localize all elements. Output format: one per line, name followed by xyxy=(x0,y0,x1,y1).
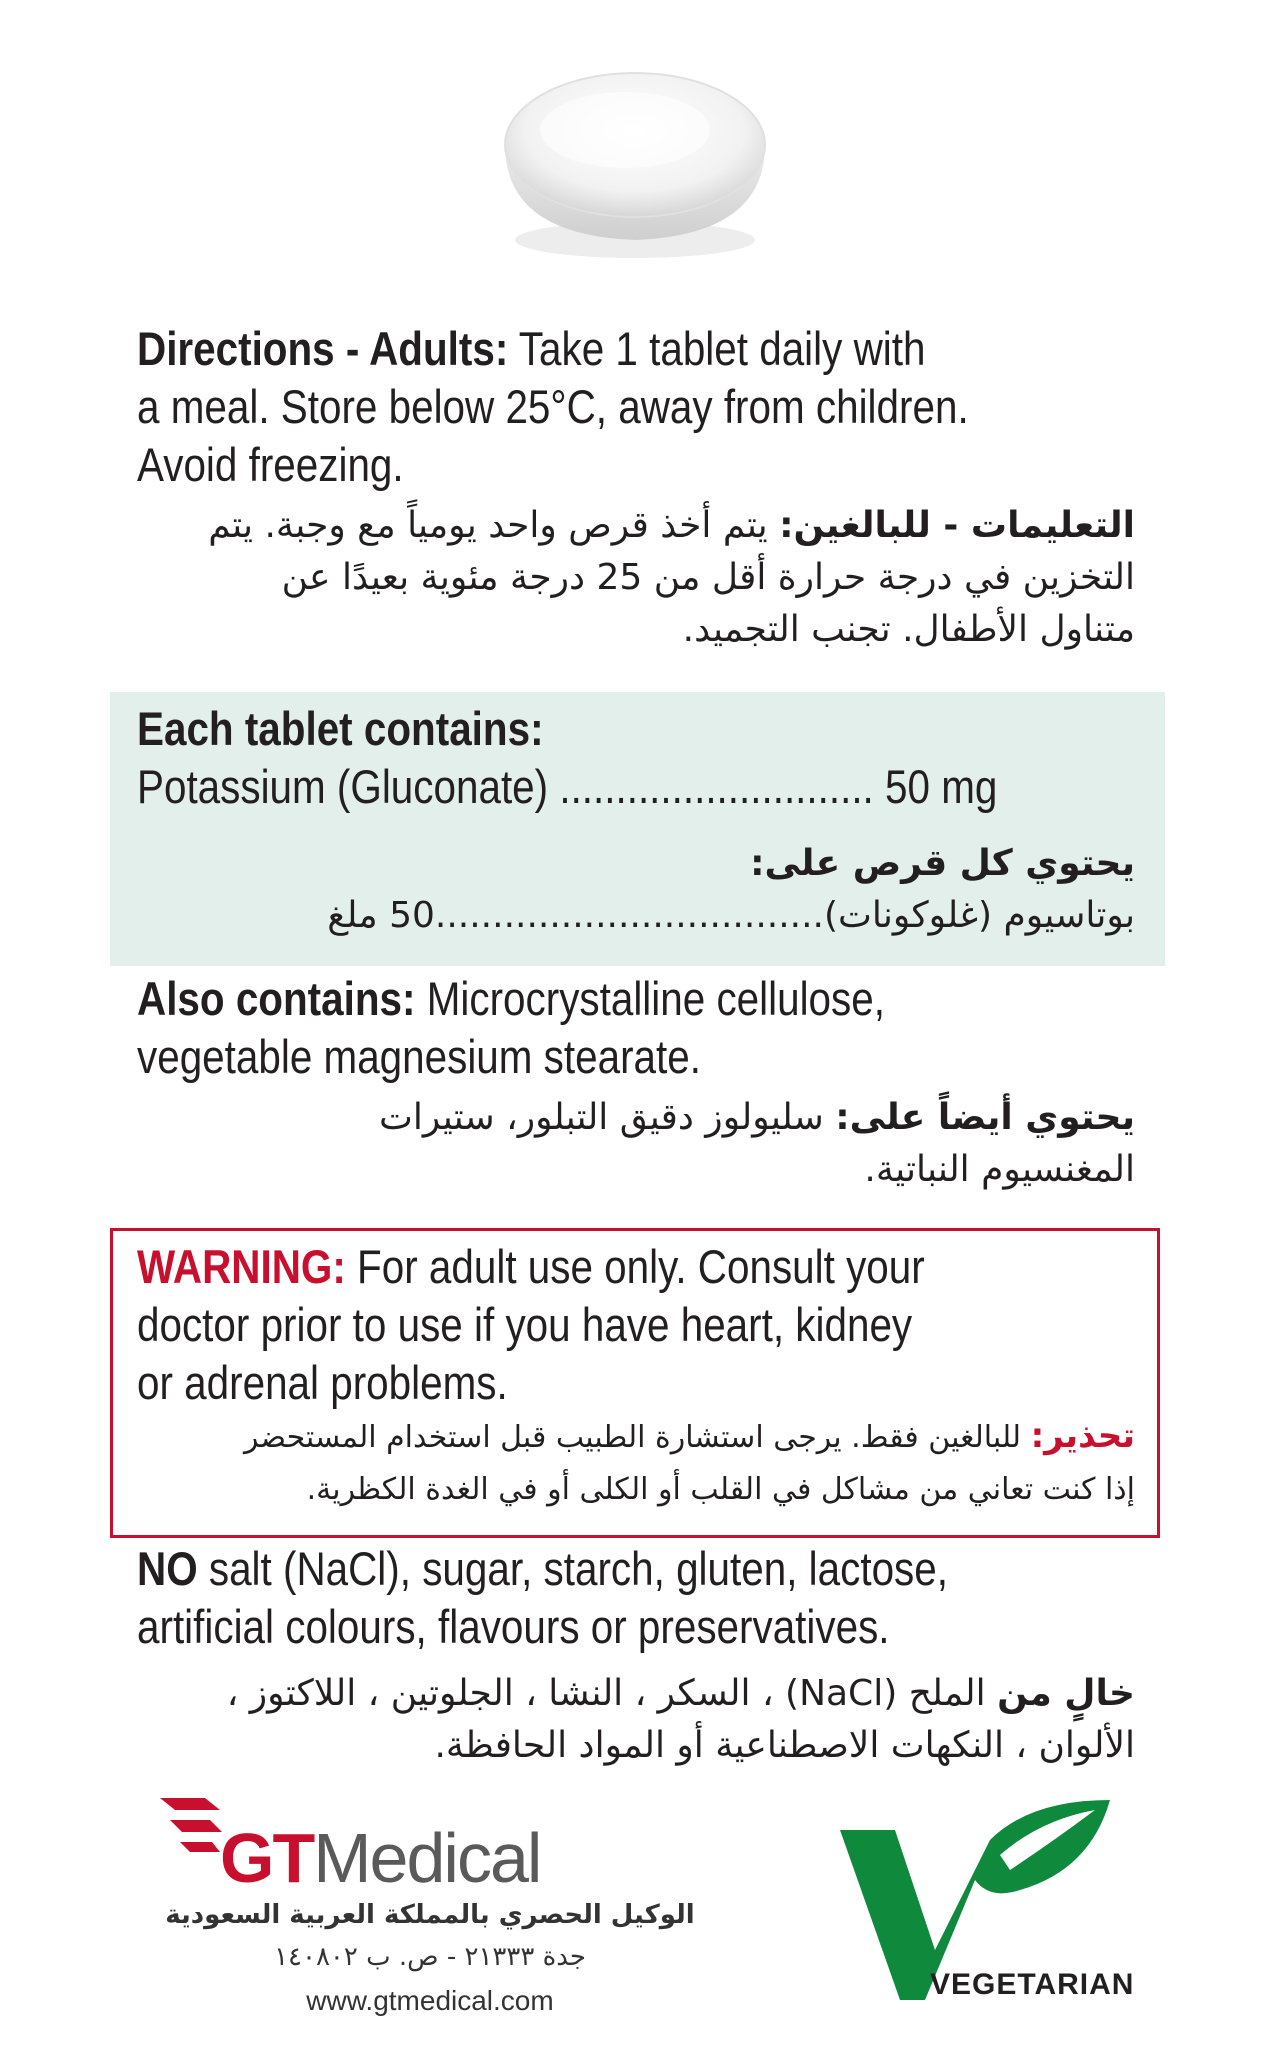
free-from-ar xyxy=(135,1668,1135,1772)
address-text: جدة ٢١٣٣٣ - ص. ب ١٤٠٨٠٢ xyxy=(274,1942,586,1972)
website-link[interactable]: www.gtmedical.com xyxy=(306,1985,554,2016)
free-from-ar-line2: الألوان ، النكهات الاصطناعية أو المواد الحافظة. xyxy=(434,1725,1135,1766)
directions-ar-line3: متناول الأطفال. تجنب التجميد. xyxy=(682,609,1135,650)
free-from-line2: artificial colours, flavours or preservatives. xyxy=(137,1600,890,1653)
free-from-en xyxy=(137,1540,1227,1656)
also-contains-line2: vegetable magnesium stearate. xyxy=(137,1030,701,1083)
contains-ar-label: يحتوي كل قرص على: xyxy=(750,843,1135,884)
directions-ar xyxy=(135,500,1135,656)
also-contains-ar-line2: المغنسيوم النباتية. xyxy=(864,1149,1135,1190)
ingredient-amount: 50 mg xyxy=(873,760,998,813)
contains-en xyxy=(137,700,1227,816)
warning-ar-line2: إذا كنت تعاني من مشاكل في القلب أو الكلى أو في الغدة الكظرية. xyxy=(306,1472,1135,1507)
contains-label: Each tablet contains: xyxy=(137,702,544,755)
directions-line2: a meal. Store below 25°C, away from children. xyxy=(137,380,969,433)
also-contains-text: Microcrystalline cellulose, xyxy=(415,972,885,1025)
contains-ar xyxy=(135,838,1135,942)
logo-gt: GT xyxy=(220,1819,314,1897)
warning-ar-label: تحذير: xyxy=(1030,1416,1135,1456)
tablet-image xyxy=(480,40,790,270)
vegetarian-label: VEGETARIAN xyxy=(930,1968,1135,2001)
free-from-ar-label: خالٍ من xyxy=(997,1673,1135,1714)
also-contains-ar xyxy=(135,1092,1135,1196)
warning-line3: or adrenal problems. xyxy=(137,1356,508,1409)
warning-ar-text: للبالغين فقط. يرجى استشارة الطبيب قبل استخدام المستحضر xyxy=(244,1420,1031,1455)
free-from-ar-text: الملح (NaCl) ، السكر ، النشا ، الجلوتين ، اللاكتوز ، xyxy=(226,1673,998,1714)
directions-label: Directions - Adults: xyxy=(137,322,509,375)
warning-text: For adult use only. Consult your xyxy=(345,1240,925,1293)
free-from-text: salt (NaCl), sugar, starch, gluten, lactose, xyxy=(197,1542,948,1595)
warning-en xyxy=(137,1238,1227,1412)
ingredient-dots: ............................ xyxy=(559,760,874,813)
ingredient-name: Potassium (Gluconate) xyxy=(137,760,560,813)
free-from-label: NO xyxy=(137,1542,198,1595)
also-contains-ar-text: سليولوز دقيق التبلور، ستيرات xyxy=(378,1097,836,1138)
warning-ar xyxy=(135,1410,1135,1516)
ingredient-ar-amount: 50 ملغ xyxy=(327,895,435,936)
directions-ar-label: التعليمات - للبالغين: xyxy=(779,505,1135,546)
ingredient-ar-dots: .................................. xyxy=(434,895,824,936)
also-contains-ar-label: يحتوي أيضاً على: xyxy=(835,1097,1135,1138)
also-contains-en xyxy=(137,970,1227,1086)
directions-ar-text: يتم أخذ قرص واحد يومياً مع وجبة. يتم xyxy=(208,505,780,546)
logo-medical: Medical xyxy=(313,1819,541,1897)
directions-text: Take 1 tablet daily with xyxy=(508,322,926,375)
distributor-text: الوكيل الحصري بالمملكة العربية السعودية xyxy=(165,1900,695,1930)
directions-ar-line2: التخزين في درجة حرارة أقل من 25 درجة مئوية بعيدًا عن xyxy=(281,557,1135,598)
ingredient-ar-name: بوتاسيوم (غلوكونات) xyxy=(823,895,1135,936)
warning-line2: doctor prior to use if you have heart, kidney xyxy=(137,1298,913,1351)
also-contains-label: Also contains: xyxy=(137,972,416,1025)
directions-en xyxy=(137,320,1227,494)
warning-label: WARNING: xyxy=(137,1240,346,1293)
gt-medical-wordmark xyxy=(220,1818,540,1898)
directions-line3: Avoid freezing. xyxy=(137,438,404,491)
